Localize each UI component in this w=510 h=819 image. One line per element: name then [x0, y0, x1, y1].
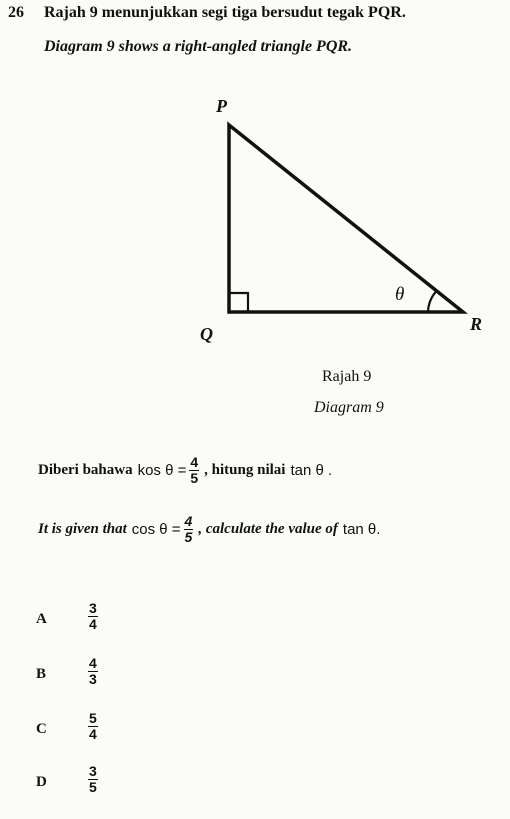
option-denominator: 5: [89, 779, 97, 795]
option-d-letter[interactable]: D: [36, 774, 47, 790]
given-prefix: Diberi bahawa: [38, 462, 133, 478]
option-d-fraction[interactable]: [88, 764, 98, 795]
option-b-letter[interactable]: B: [36, 666, 47, 682]
given-suffix: , hitung nilai: [204, 462, 286, 478]
option-numerator: 3: [89, 763, 97, 779]
option-denominator: 4: [89, 616, 97, 632]
angle-arc: [428, 291, 437, 312]
diagram-caption-english: Diagram 9: [314, 399, 384, 416]
right-angle-marker: [229, 293, 248, 312]
diagram-caption-malay: Rajah 9: [322, 368, 372, 385]
given-expression: cos θ =: [131, 521, 181, 538]
vertex-r-label: R: [470, 314, 483, 334]
option-c-letter[interactable]: C: [36, 721, 47, 737]
given-target: tan θ.: [342, 521, 381, 538]
question-stem-english: Diagram 9 shows a right-angled triangle PQR.: [44, 38, 353, 55]
option-denominator: 4: [89, 726, 97, 742]
question-stem-malay: Rajah 9 menunjukkan segi tiga bersudut tegak PQR.: [44, 4, 406, 21]
angle-theta-label: θ: [395, 284, 405, 305]
vertex-p-label: P: [216, 96, 227, 116]
option-numerator: 4: [89, 655, 97, 671]
fraction-denominator: 5: [190, 470, 199, 486]
option-a-fraction[interactable]: [88, 601, 98, 632]
option-c-fraction[interactable]: [88, 711, 98, 742]
triangle-pqr: [229, 125, 463, 312]
given-target: tan θ .: [290, 462, 333, 479]
option-a-letter[interactable]: A: [36, 611, 47, 627]
option-b-fraction[interactable]: [88, 656, 98, 687]
given-prefix: It is given that: [38, 521, 127, 537]
fraction-numerator: 4: [190, 454, 199, 470]
option-numerator: 3: [89, 600, 97, 616]
given-statement-malay: [38, 455, 332, 486]
given-fraction: [184, 514, 194, 545]
given-fraction: [189, 455, 199, 486]
option-numerator: 5: [89, 710, 97, 726]
option-denominator: 3: [89, 671, 97, 687]
triangle-diagram: [0, 0, 510, 360]
fraction-numerator: 4: [184, 513, 193, 529]
vertex-q-label: Q: [200, 324, 213, 344]
given-suffix: , calculate the value of: [198, 521, 338, 537]
given-statement-english: [38, 514, 380, 545]
given-expression: kos θ =: [137, 462, 187, 479]
question-number: 26: [8, 4, 24, 21]
fraction-denominator: 5: [184, 529, 193, 545]
